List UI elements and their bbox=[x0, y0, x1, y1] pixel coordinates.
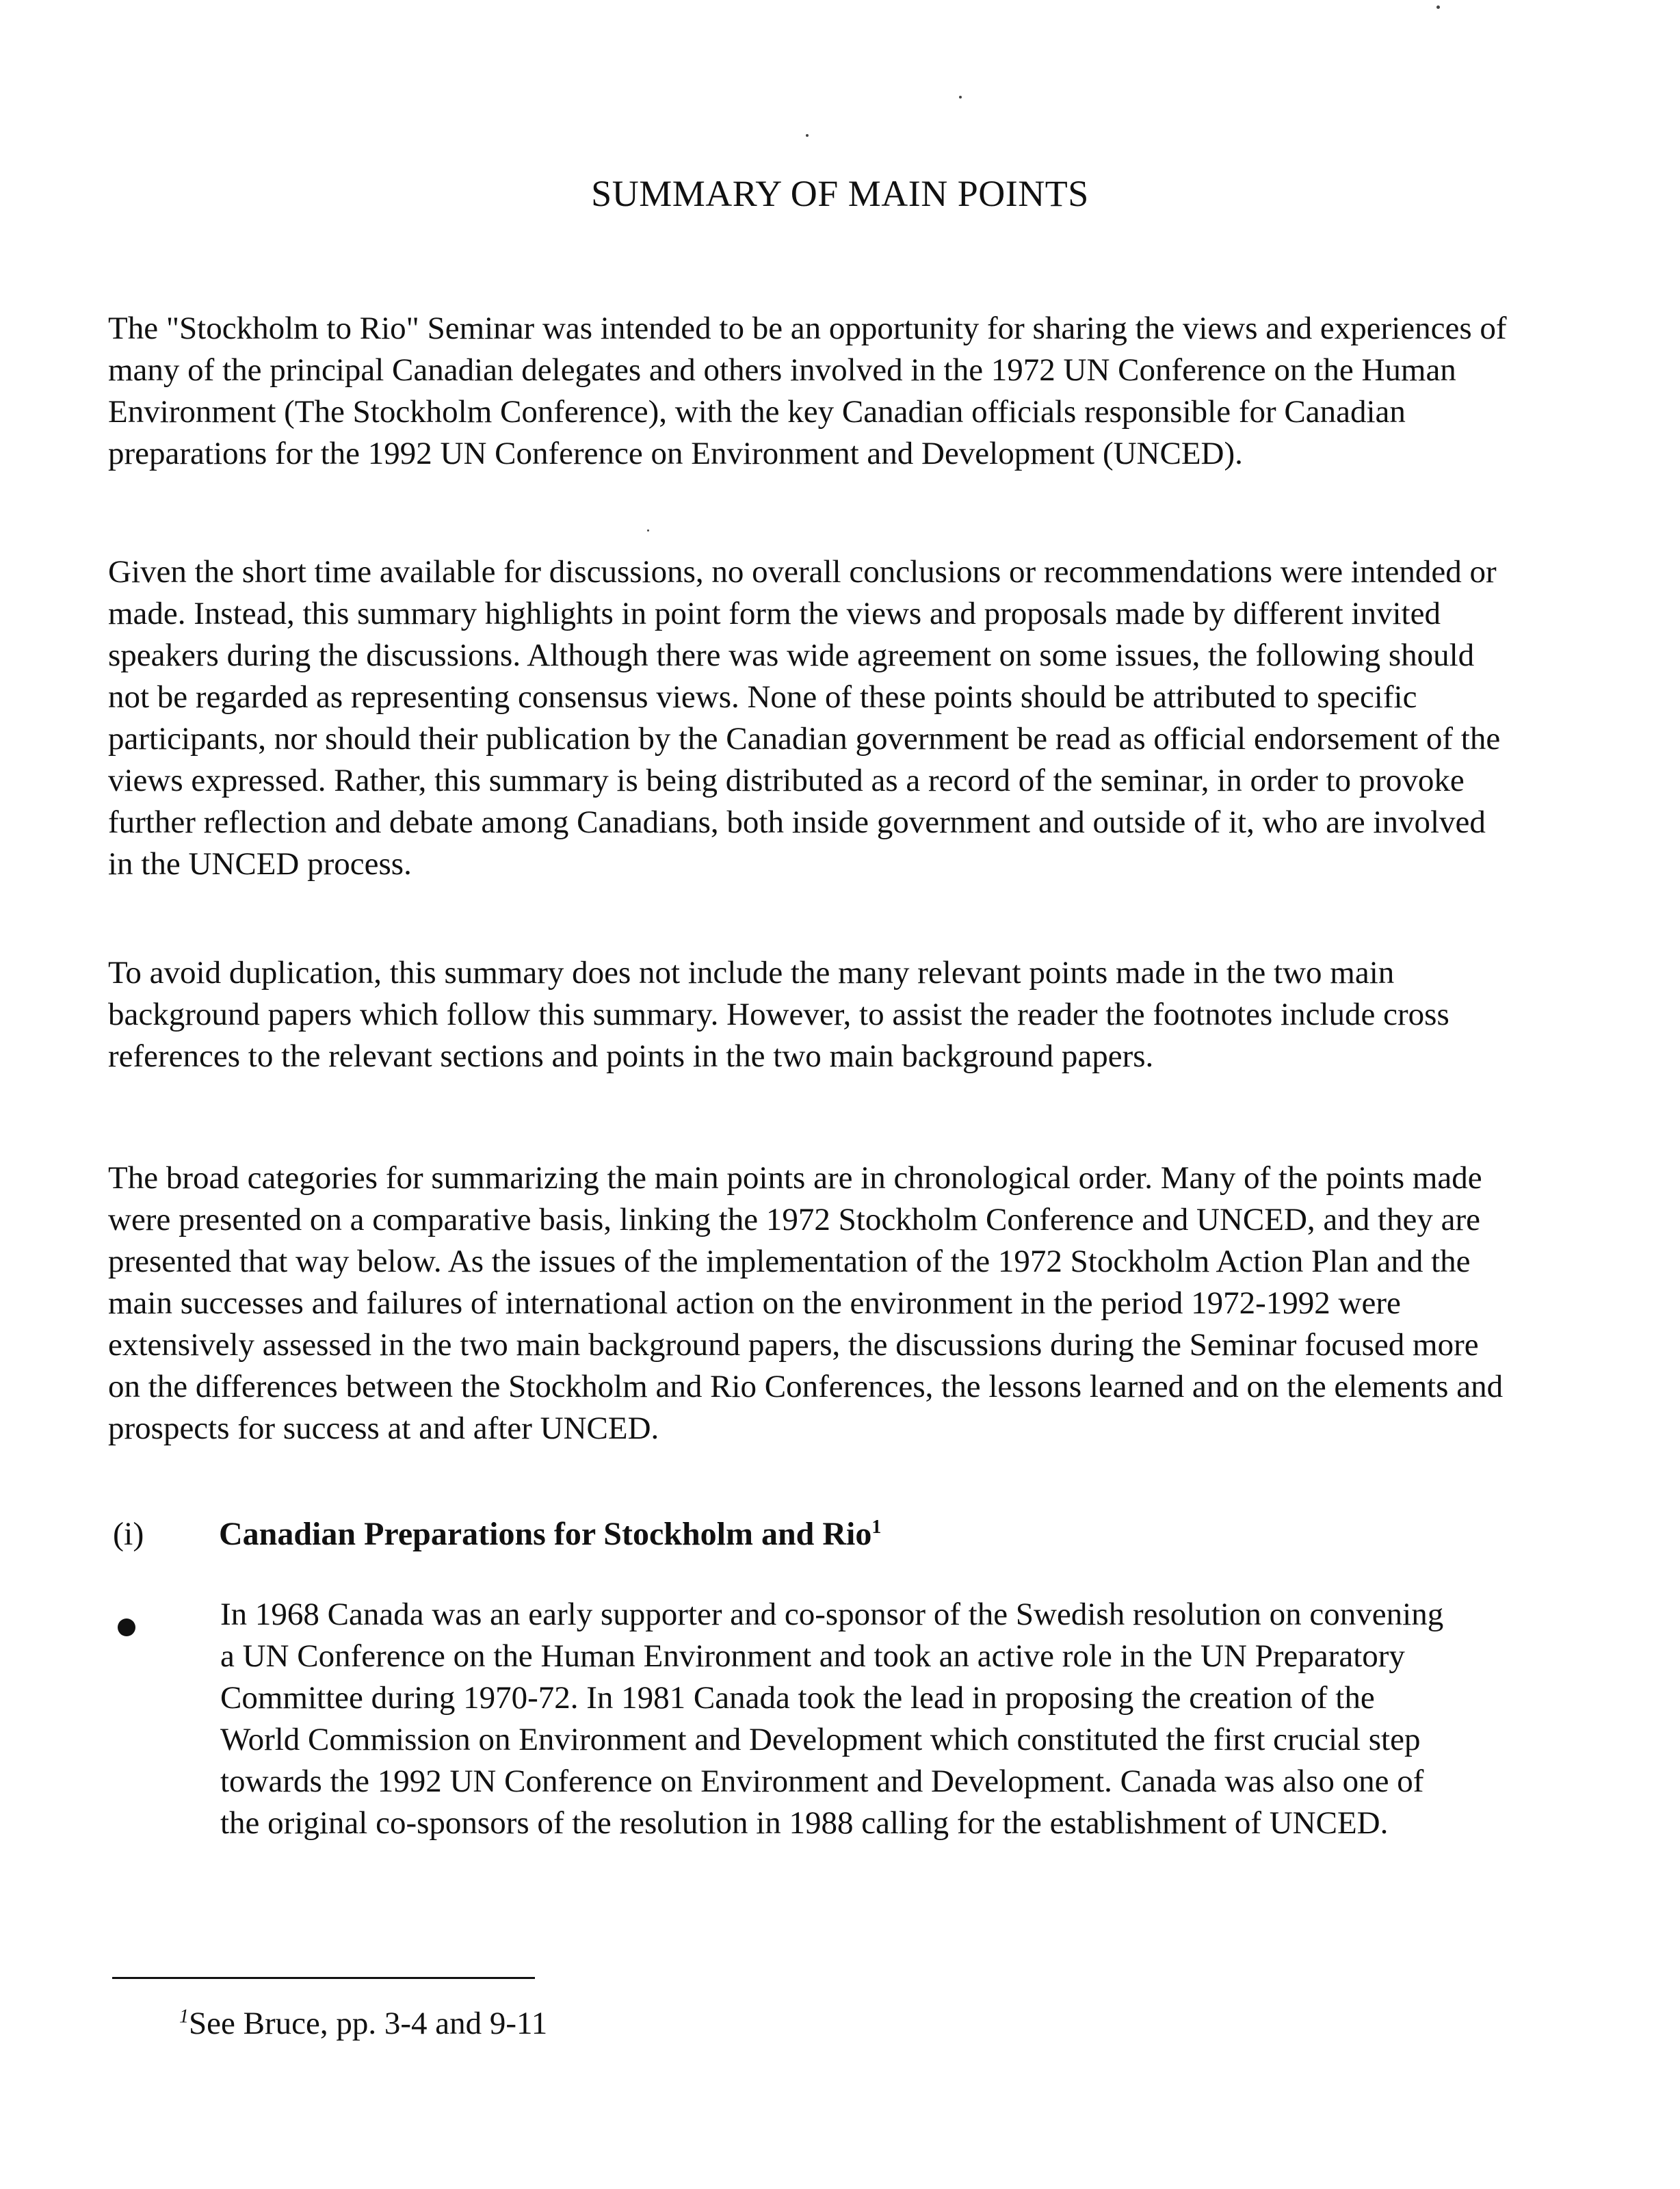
footnote bbox=[179, 2003, 547, 2045]
footnote-marker: 1 bbox=[179, 2006, 189, 2028]
section-title bbox=[219, 1515, 881, 1553]
paragraph-categories: The broad categories for summarizing the main points are in chronological order. Many of the points made were presented on a comparative basis, linking the 1972 Stockholm Conference and UNCED, and they are presented that way below. As the issues of the implementation of the 1972 Stockholm Action Plan and the main successes and failures of international action on the environment in the period 1972-1992 were extensively assessed in the two main background papers, the discussions during the Seminar focused more on the differences between the Stockholm and Rio Conferences, the lessons learned and on the elements and prospects for success at and after UNCED. bbox=[108, 1160, 1504, 1446]
scan-speck bbox=[806, 134, 809, 137]
scan-speck bbox=[959, 96, 962, 99]
paragraph-duplication: To avoid duplication, this summary does not include the many relevant points made in the two main background papers which follow this summary. However, to assist the reader the footnotes include cross references to the relevant sections and points in the two main background papers. bbox=[108, 955, 1449, 1074]
page-title: SUMMARY OF MAIN POINTS bbox=[591, 173, 1089, 214]
paragraph-intro: The "Stockholm to Rio" Seminar was intended to be an opportunity for sharing the views and experiences of many of the principal Canadian delegates and others involved in the 1972 UN Conference on the Human Environment (The Stockholm Conference), with the key Canadian officials responsible for Canadian preparations for the 1992 UN Conference on Environment and Development (UNCED). bbox=[108, 311, 1507, 471]
scan-speck bbox=[1436, 5, 1440, 9]
footnote-divider bbox=[112, 1977, 535, 1979]
scan-speck bbox=[647, 529, 649, 532]
section-title-text: Canadian Preparations for Stockholm and Rio bbox=[219, 1516, 872, 1552]
paragraph-disclaimer: Given the short time available for discussions, no overall conclusions or recommendations were intended or made. Instead, this summary highlights in point form the views and proposals made by different invited speakers during the discussions. Although there was wide agreement on some issues, the following should not be regarded as representing consensus views. None of these points should be attributed to specific participants, nor should their publication by the Canadian government be read as official endorsement of the views expressed. Rather, this summary is being distributed as a record of the seminar, in order to provoke further reflection and debate among Canadians, both inside government and outside of it, who are involved in the UNCED process. bbox=[108, 554, 1501, 882]
bullet-item: In 1968 Canada was an early supporter and co-sponsor of the Swedish resolution on convening a UN Conference on the Human Environment and took an active role in the UN Preparatory Committee during 1970-72. In 1981 Canada took the lead in proposing the creation of the World Commission on Environment and Development which constituted the first crucial step towards the 1992 UN Conference on Environment and Development. Canada was also one of the original co-sponsors of the resolution in 1988 calling for the establishment of UNCED. bbox=[220, 1597, 1444, 1841]
footnote-reference: 1 bbox=[871, 1517, 882, 1538]
bullet-dot bbox=[118, 1618, 135, 1636]
section-number: (i) bbox=[113, 1516, 144, 1552]
footnote-text: See Bruce, pp. 3-4 and 9-11 bbox=[189, 2006, 548, 2041]
